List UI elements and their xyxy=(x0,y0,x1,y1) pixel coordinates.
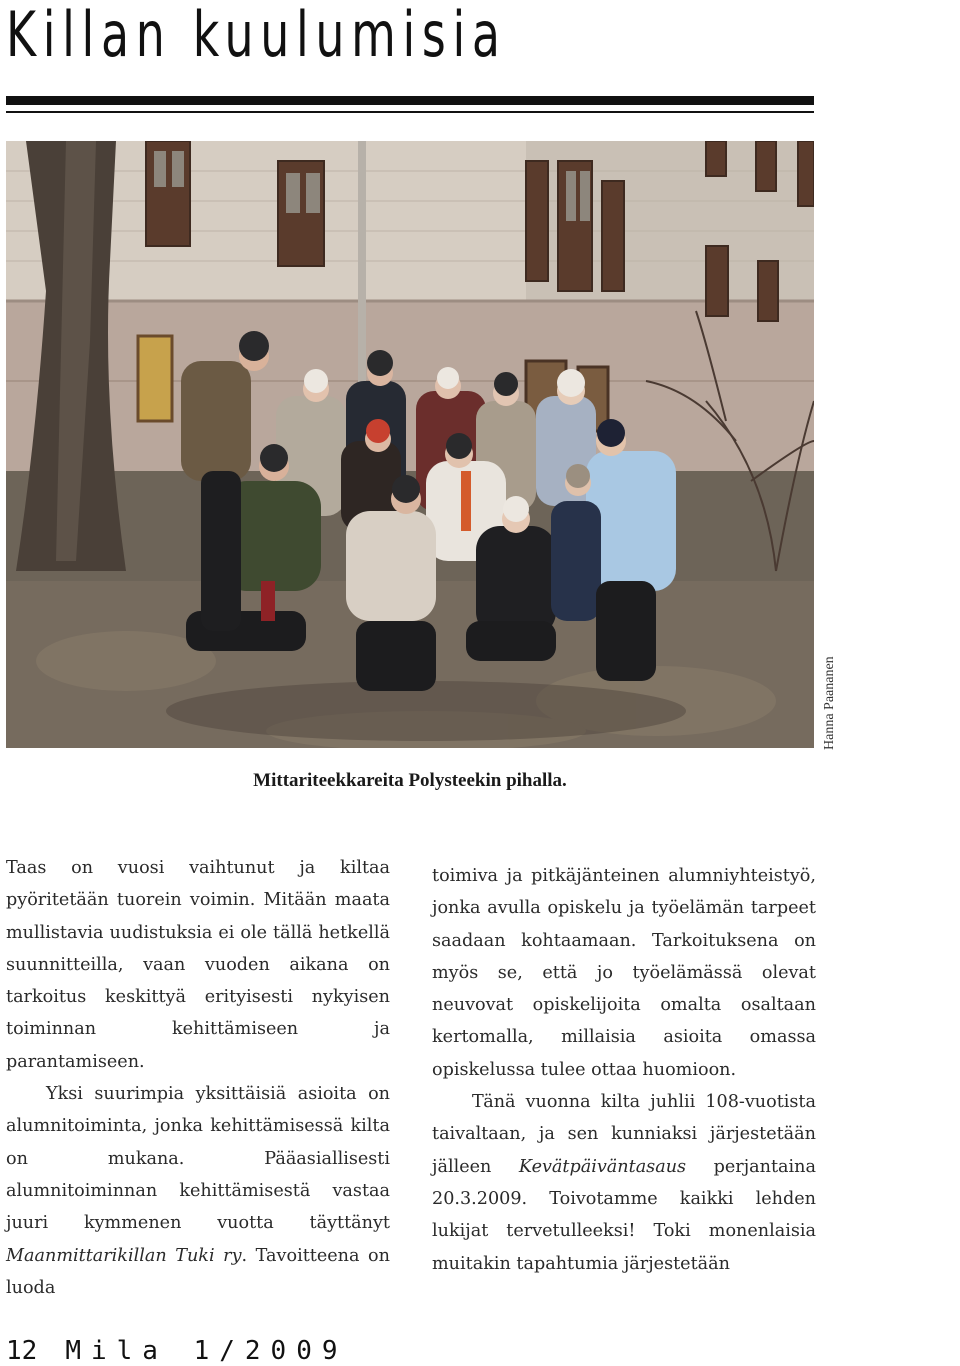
magazine-issue: Mila 1/2009 xyxy=(65,1336,348,1366)
article-text: Tänä vuonna kilta juhlii 108-vuotista taivaltaan, ja sen kunniaksi järjestetään jälleen xyxy=(432,1092,816,1177)
header-rule-thick xyxy=(6,96,814,105)
article-text: . Tavoitteena on luoda xyxy=(6,1245,390,1298)
photo-credit: Hanna Paananen xyxy=(822,656,837,750)
article-paragraph xyxy=(6,1078,390,1304)
article-column-left xyxy=(6,852,390,1304)
article-text: perjantaina 20.3.2009. Toivotamme kaikki lehden lukijat tervetulleeksi! Toki monenlaisia muitakin tapahtumia järjestetään xyxy=(432,1156,816,1274)
group-photo xyxy=(6,141,814,748)
article-text: Yksi suurimpia yksittäisiä asioita on alumnitoiminta, jonka kehittämisessä kilta on mukana. Pääasiallisesti alumnitoiminnan kehittämisestä vastaa juuri kymmenen vuotta täyttänyt xyxy=(6,1084,390,1234)
page-footer xyxy=(6,1336,348,1366)
article-paragraph: Taas on vuosi vaihtunut ja kiltaa pyöritetään tuorein voimin. Mitään maata mullistavia uudistuksia ei ole tällä hetkellä suunnitteilla, vaan vuoden aikana on tarkoitus keskittyä erityisesti nykyisen toiminnan kehittämiseen ja parantamiseen. xyxy=(6,858,390,1072)
page-number: 12 xyxy=(6,1336,38,1366)
photo-caption: Mittariteekkareita Polysteekin pihalla. xyxy=(253,770,567,791)
article-paragraph: toimiva ja pitkäjänteinen alumniyhteistyö, jonka avulla opiskelu ja työelämän tarpeet saadaan kohtaamaan. Tarkoituksena on myös se, että jo työelämässä olevat neuvovat opiskelijoita omalta osaltaan kertomalla, millaisia asioita omassa opiskelussa tulee ottaa huomioon. xyxy=(432,866,816,1080)
page-title: Killan kuulumisia xyxy=(6,0,507,71)
event-name: Kevätpäiväntasaus xyxy=(518,1156,687,1177)
header-rule-thin xyxy=(6,111,814,113)
article-column-right xyxy=(432,860,816,1280)
article-paragraph xyxy=(432,1086,816,1280)
organization-name: Maanmittarikillan Tuki ry xyxy=(6,1245,242,1266)
